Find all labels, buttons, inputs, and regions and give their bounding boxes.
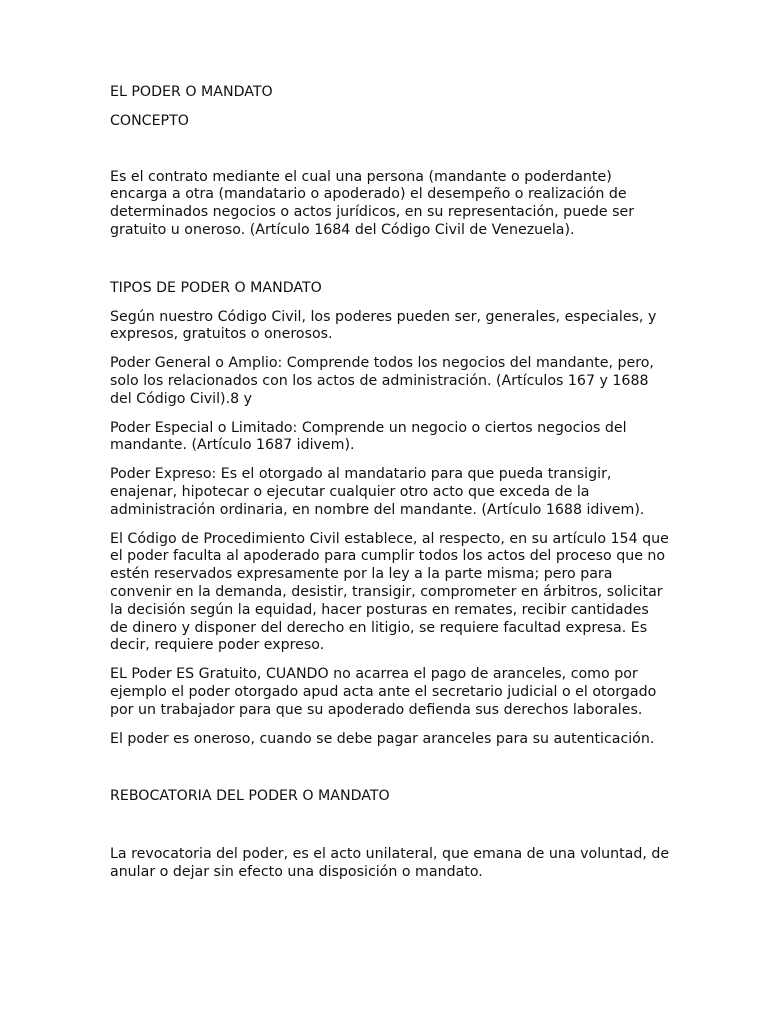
- revocation-paragraph: La revocatoria del poder, es el acto unilateral, que emana de una voluntad, de anular o dejar sin efecto una disposición o mandato.: [110, 846, 670, 880]
- types-intro-paragraph: Según nuestro Código Civil, los poderes pueden ser, generales, especiales, y expresos, gratuitos o onerosos.: [110, 308, 657, 343]
- concept-paragraph: Es el contrato mediante el cual una persona (mandante o poderdante) encarga a otra (mandatario o apoderado) el desempeño o realización de determinados negocios o actos jurídicos, en su representación, puede ser gratuito u oneroso. (Artículo 1684 del Código Civil de Venezuela).: [110, 168, 635, 238]
- special-power-paragraph: Poder Especial o Limitado: Comprende un negocio o ciertos negocios del mandante. (Artículo 1687 idivem).: [110, 419, 627, 454]
- types-heading: TIPOS DE PODER O MANDATO: [110, 279, 322, 296]
- general-power-paragraph: Poder General o Amplio: Comprende todos los negocios del mandante, pero, solo los relacionados con los actos de administración. (Artículos 167 y 1688 del Código Civil).8 y: [110, 355, 654, 407]
- onerous-power-paragraph: El poder es oneroso, cuando se debe pagar aranceles para su autenticación.: [110, 730, 655, 747]
- concept-heading: CONCEPTO: [110, 112, 189, 129]
- document-title: EL PODER O MANDATO: [110, 84, 273, 100]
- document-body: [110, 84, 670, 893]
- procedure-code-paragraph: El Código de Procedimiento Civil establece, al respecto, en su artículo 154 que el poder faculta al apoderado para cumplir todos los actos del proceso que no estén reservados expresamente por la ley a la parte misma; pero para convenir en la demanda, desistir, transigir, comprometer en árbitros, solicitar la decisión según la equidad, hacer posturas en remates, recibir cantidades de dinero y disponer del derecho en litigio, se requiere facultad expresa. Es decir, requiere poder expreso.: [110, 530, 669, 654]
- express-power-paragraph: Poder Expreso: Es el otorgado al mandatario para que pueda transigir, enajenar, hipotecar o ejecutar cualquier otro acto que exceda de la administración ordinaria, en nombre del mandante. (Artículo 1688 idivem).: [110, 466, 645, 518]
- revocation-heading: REBOCATORIA DEL PODER O MANDATO: [110, 788, 390, 805]
- free-power-paragraph: EL Poder ES Gratuito, CUANDO no acarrea el pago de aranceles, como por ejemplo el poder otorgado apud acta ante el secretario judicial o el otorgado por un trabajador para que su apoderado defienda sus derechos laborales.: [110, 666, 657, 718]
